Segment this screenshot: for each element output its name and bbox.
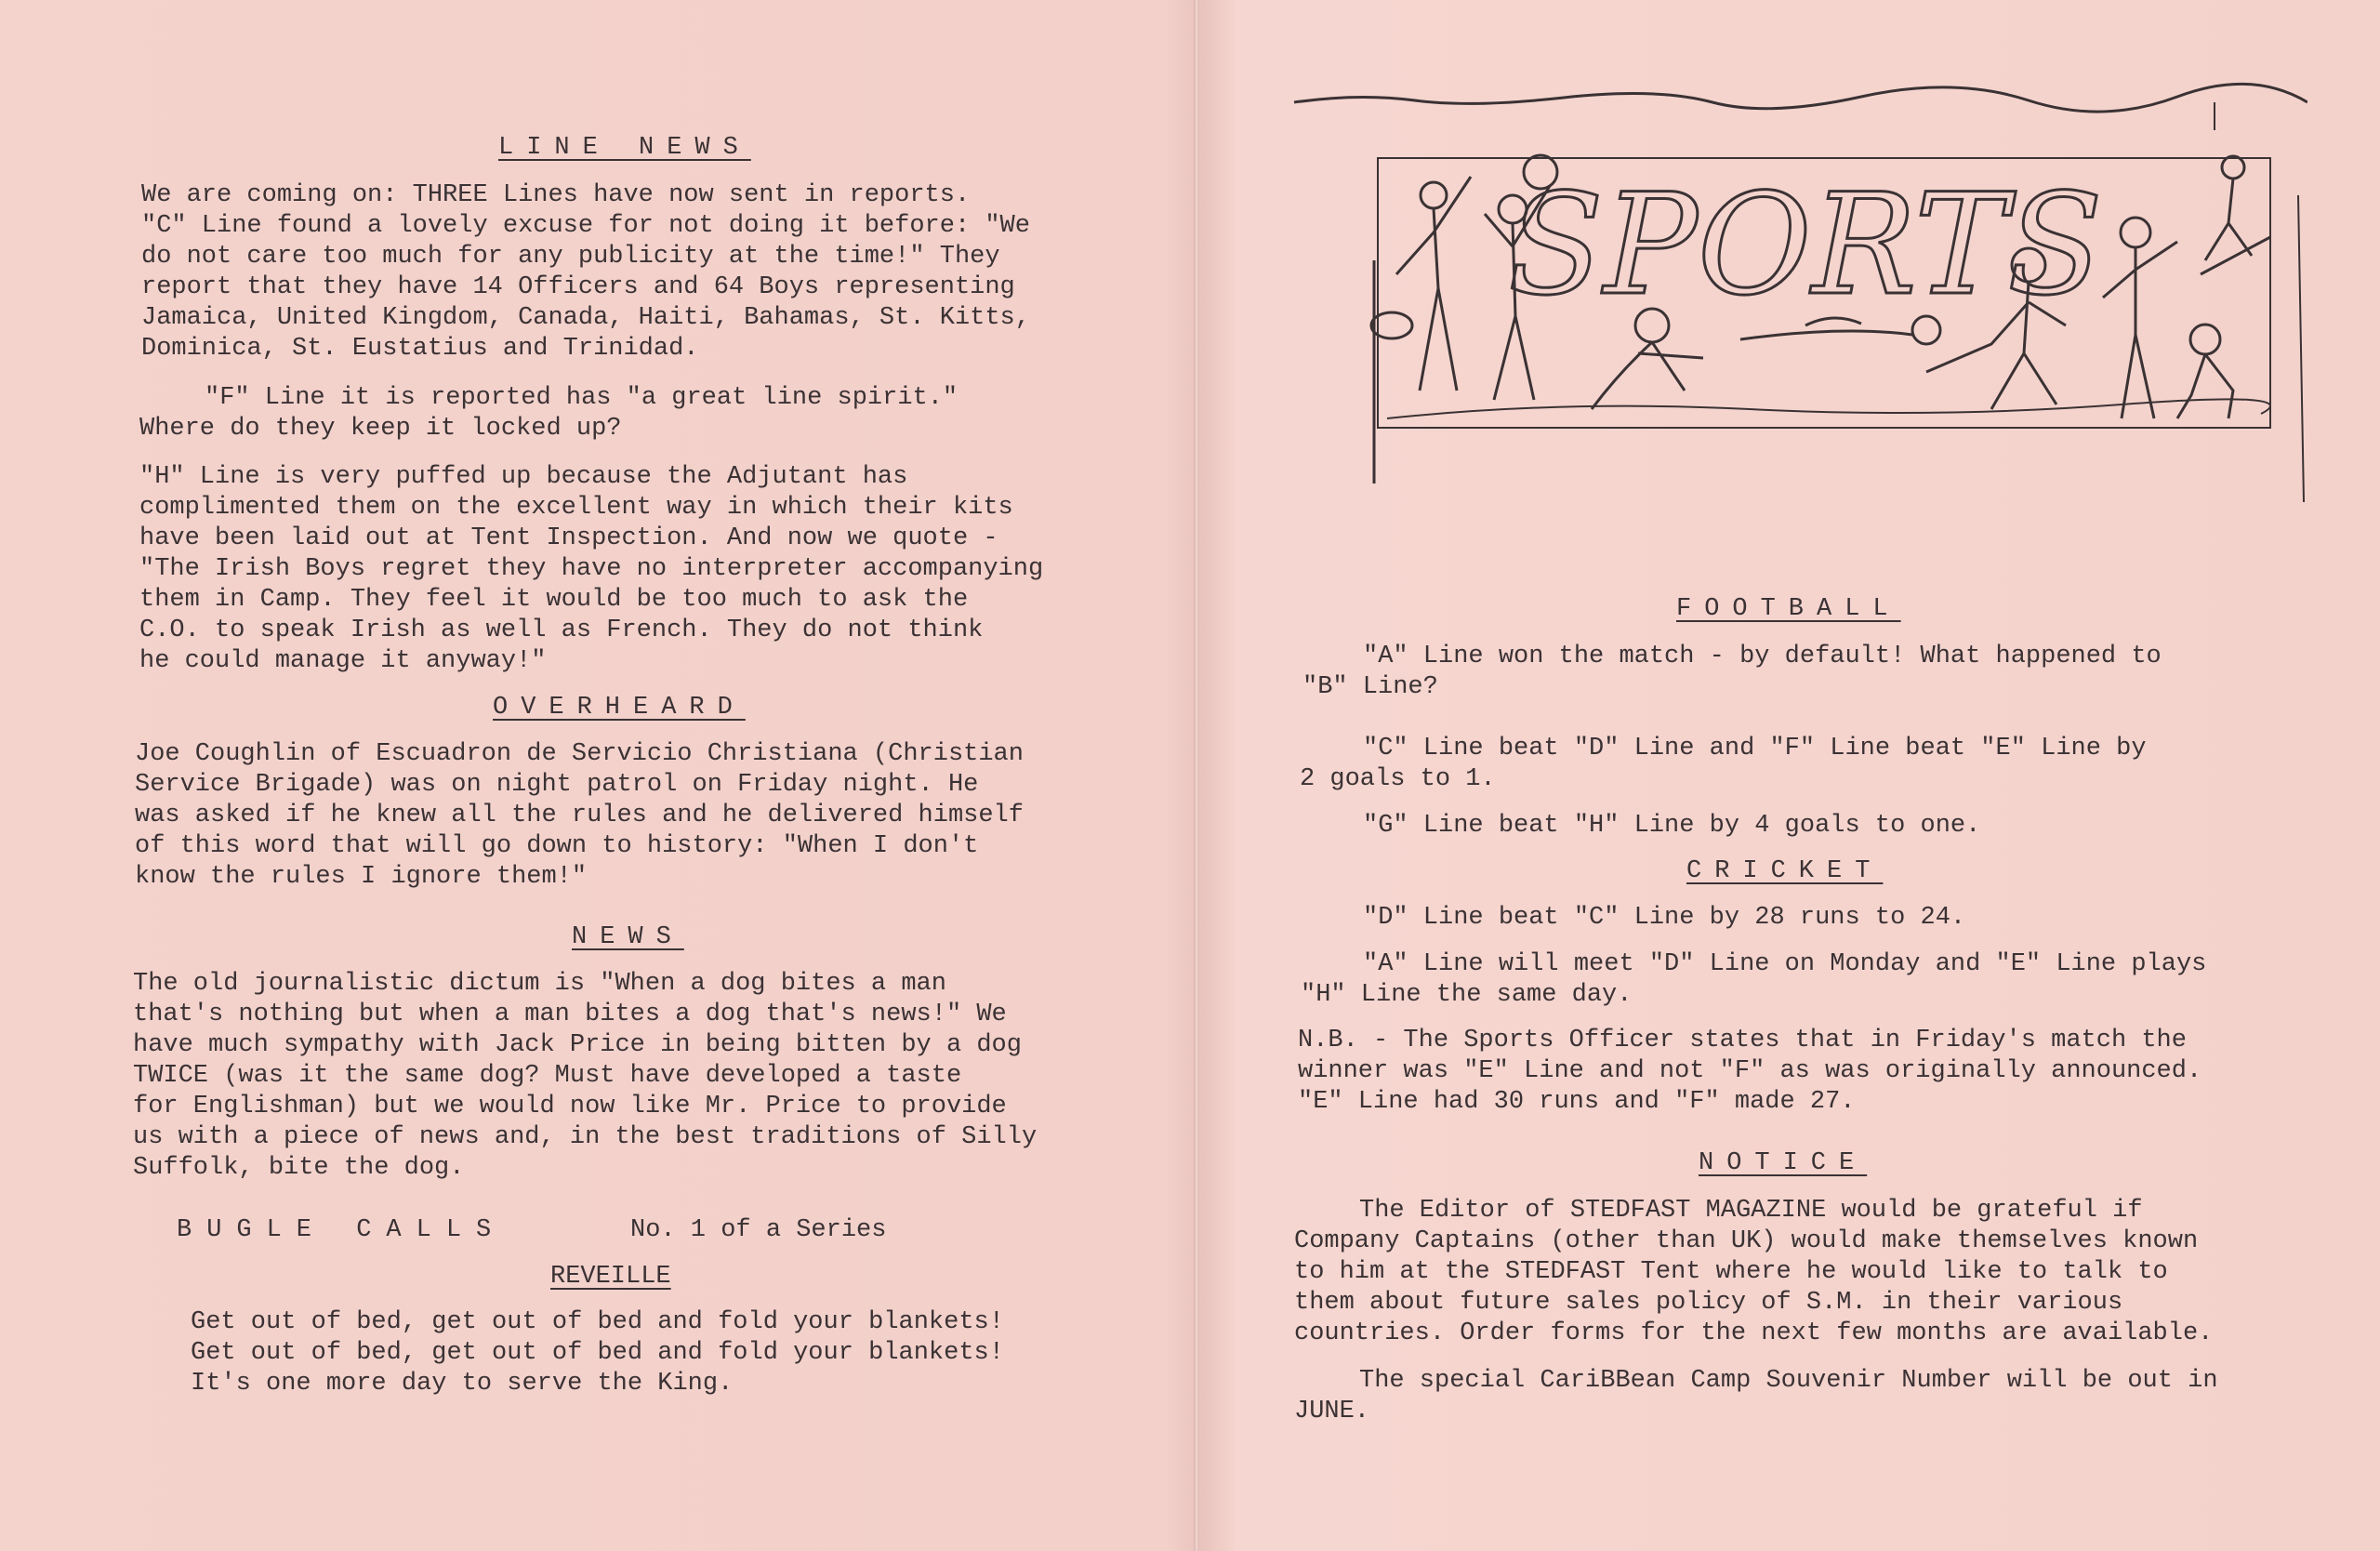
bugle-calls-title: BUGLE CALLS [177, 1216, 507, 1244]
line-news-paragraph-2: "F" Line it is reported has "a great line spirit." Where do they keep it locked up? [139, 384, 959, 443]
line-news-heading: LINE NEWS [498, 134, 751, 162]
notice-paragraph-2: The special CariBBean Camp Souvenir Number will be out in JUNE. [1294, 1367, 2218, 1425]
sports-illustration [1285, 74, 2307, 511]
bugle-series-label: No. 1 of a Series [630, 1216, 887, 1244]
notice-paragraph-1: The Editor of STEDFAST MAGAZINE would be grateful if Company Captains (other than UK) would make themselves known to him at the STEDFAST Tent where he would like to talk to them about future sales policy of S.M. in their various countries. Order forms for the next few months are available. [1294, 1197, 2214, 1347]
right-page [1201, 0, 2380, 1551]
football-paragraph-3: "G" Line beat "H" Line by 4 goals to one. [1363, 812, 1981, 840]
page-fold [1194, 0, 1199, 1551]
banner-top-border [1294, 84, 2307, 112]
line-news-paragraph-1: We are coming on: THREE Lines have now sent in reports. "C" Line found a lovely excuse for not doing it before: "We do not care too much for any publicity at the time!" They report that they have 14 Officers and 64 Boys representing Jamaica, United Kingdom, Canada, Haiti, Bahamas, St. Kitts, Dominica, St. Eustatius and Trinidad. [141, 181, 1030, 363]
banner-right-bracket [2298, 195, 2304, 502]
sports-banner [1285, 74, 2307, 511]
overheard-paragraph: Joe Coughlin of Escuadron de Servicio Christiana (Christian Service Brigade) was on night patrol on Friday night. He was asked if he knew all the rules and he delivered himself of this word that will go down to history: "When I don't know the rules I ignore them!" [135, 740, 1024, 891]
football-heading: FOOTBALL [1676, 595, 1901, 623]
overheard-heading: OVERHEARD [493, 694, 746, 722]
football-paragraph-2: "C" Line beat "D" Line and "F" Line beat "E" Line by 2 goals to 1. [1300, 735, 2147, 793]
reveille-verse: Get out of bed, get out of bed and fold your blankets! Get out of bed, get out of bed and fold your blankets! It's one more day to serve the King. [191, 1308, 1004, 1398]
football-paragraph-1: "A" Line won the match - by default! What happened to "B" Line? [1302, 643, 2162, 701]
cricket-paragraph-3: N.B. - The Sports Officer states that in Friday's match the winner was "E" Line and not "F" as was originally announced. "E" Line had 30 runs and "F" made 27. [1298, 1027, 2202, 1116]
cricket-paragraph-2: "A" Line will meet "D" Line on Monday and "E" Line plays "H" Line the same day. [1301, 950, 2207, 1009]
reveille-heading: REVEILLE [550, 1263, 671, 1291]
notice-heading: NOTICE [1699, 1149, 1868, 1177]
cricket-heading: CRICKET [1686, 857, 1884, 885]
news-paragraph: The old journalistic dictum is "When a dog bites a man that's nothing but when a man bites a dog that's news!" We have much sympathy with Jack Price in being bitten by a dog TWICE (was it the same dog? Must have developed a taste for Englishman) but we would now like Mr. Price to provide us with a piece of news and, in the best traditions of Silly Suffolk, bite the dog. [133, 970, 1038, 1182]
news-heading: NEWS [572, 923, 684, 951]
sports-title: SPORTS [1508, 165, 2103, 326]
cricket-paragraph-1: "D" Line beat "C" Line by 28 runs to 24. [1363, 904, 1966, 932]
line-news-paragraph-3: "H" Line is very puffed up because the Adjutant has complimented them on the excellent way in which their kits have been laid out at Tent Inspection. And now we quote - "The Irish Boys regret they have no interpreter accompanying them in Camp. They feel it would be too much to ask the C.O. to speak Irish as well as French. They do not think he could manage it anyway!" [139, 463, 1044, 675]
